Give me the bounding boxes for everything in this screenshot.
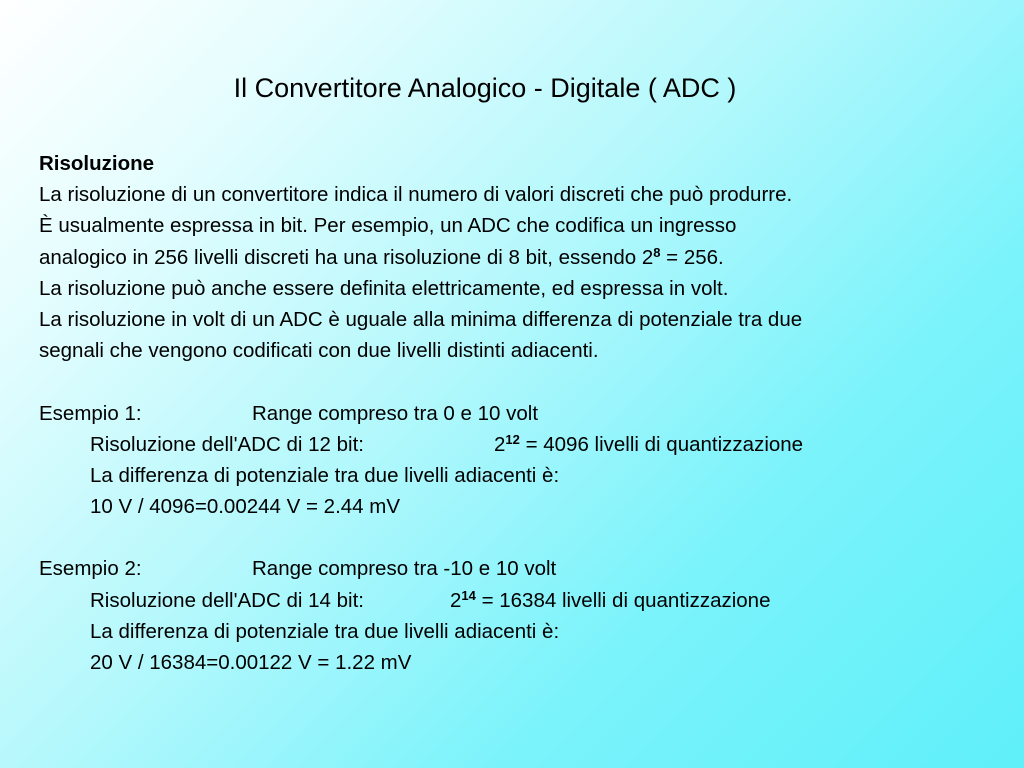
example-1-range: Range compreso tra 0 e 10 volt (252, 401, 539, 425)
exponent-12: 12 (505, 431, 520, 447)
paragraph-line-3-text: analogico in 256 livelli discreti ha una risoluzione di 8 bit, essendo 2 (39, 245, 654, 269)
example-2-resolution-result: = 16384 livelli di quantizzazione (475, 588, 771, 612)
example-1-resolution (39, 429, 999, 460)
paragraph-line-3-result: = 256. (660, 245, 724, 269)
example-1-label: Esempio 1: (39, 401, 142, 425)
slide-content (39, 148, 999, 678)
example-2-label: Esempio 2: (39, 557, 142, 581)
example-1-resolution-base: 2 (494, 432, 506, 456)
paragraph-line-6: segnali che vengono codificati con due livelli distinti adiacenti. (39, 339, 599, 363)
example-2-calculation: 20 V / 16384=0.00122 V = 1.22 mV (90, 651, 412, 674)
slide-title: Il Convertitore Analogico - Digitale ( ADC ) (233, 73, 737, 103)
example-1-resolution-label: Risoluzione dell'ADC di 12 bit: (90, 432, 364, 456)
example-2-resolution-label: Risoluzione dell'ADC di 14 bit: (90, 588, 364, 612)
spacer (39, 366, 999, 397)
section-heading: Risoluzione (39, 152, 155, 175)
example-2-difference-text: La differenza di potenziale tra due livelli adiacenti è: (90, 619, 560, 643)
example-2-header (39, 553, 999, 584)
paragraph-line-3 (39, 242, 999, 273)
example-1-difference-text: La differenza di potenziale tra due livelli adiacenti è: (90, 463, 560, 487)
paragraph-line-5: La risoluzione in volt di un ADC è uguale alla minima differenza di potenziale tra due (39, 307, 803, 331)
example-2-resolution (39, 585, 999, 616)
paragraph-line-1: La risoluzione di un convertitore indica il numero di valori discreti che può produrre. (39, 183, 793, 207)
paragraph-line-4: La risoluzione può anche essere definita elettricamente, ed espressa in volt. (39, 276, 729, 300)
example-2-range: Range compreso tra -10 e 10 volt (252, 557, 557, 581)
paragraph-line-2: È usualmente espressa in bit. Per esempio, un ADC che codifica un ingresso (39, 214, 737, 238)
exponent-8: 8 (653, 244, 661, 260)
example-1-calculation: 10 V / 4096=0.00244 V = 2.44 mV (90, 495, 401, 519)
example-1-resolution-result: = 4096 livelli di quantizzazione (519, 432, 804, 456)
exponent-14: 14 (461, 587, 476, 603)
example-2-resolution-base: 2 (450, 588, 462, 612)
example-1-header (39, 398, 999, 429)
spacer (39, 522, 999, 553)
